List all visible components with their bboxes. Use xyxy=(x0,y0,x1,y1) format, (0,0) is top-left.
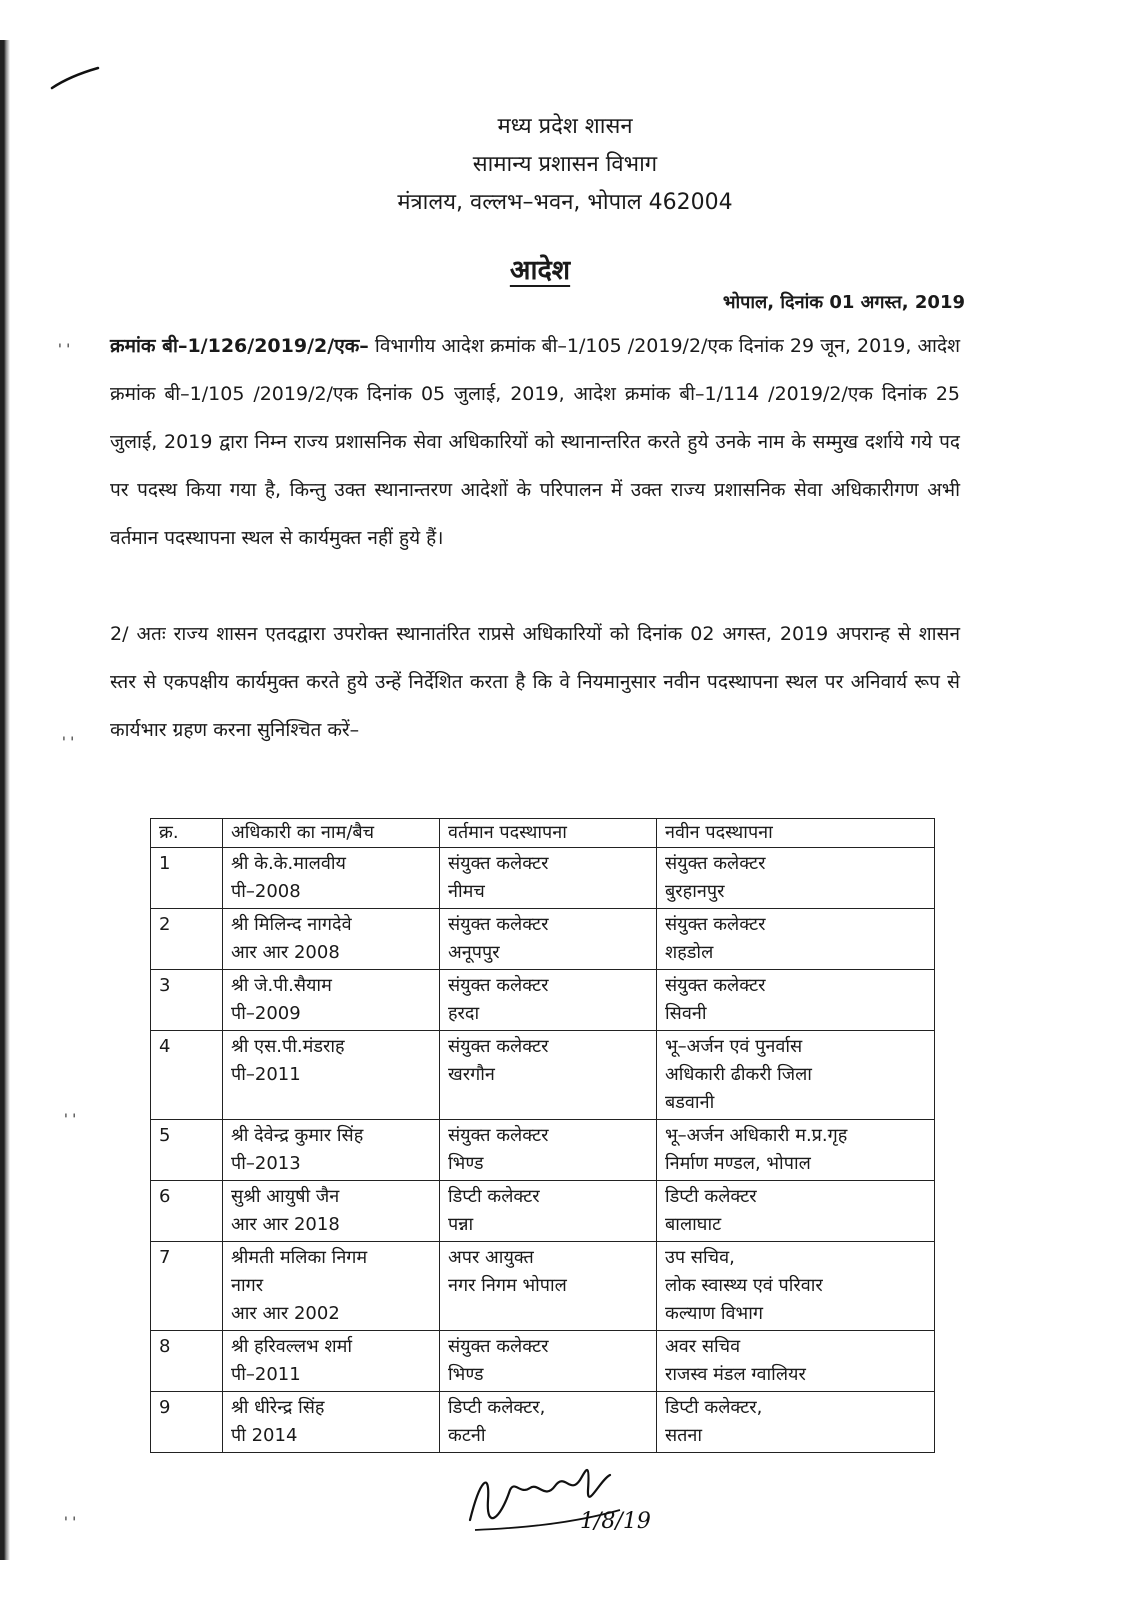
cell-officer-name-line: पी–2013 xyxy=(231,1153,301,1174)
cell-officer-name-line: आर आर 2002 xyxy=(231,1303,340,1324)
cell-current-posting xyxy=(440,1242,657,1331)
cell-current-posting-line: संयुक्त कलेक्टर xyxy=(448,1125,549,1146)
cell-officer-name-line: पी–2011 xyxy=(231,1064,301,1085)
cell-serial: 3 xyxy=(151,970,223,1031)
cell-current-posting-line: संयुक्त कलेक्टर xyxy=(448,1036,549,1057)
margin-dots: ' ' xyxy=(64,1112,77,1128)
cell-officer-name xyxy=(223,1120,440,1181)
cell-officer-name-line: श्री देवेन्द्र कुमार सिंह xyxy=(231,1125,364,1146)
cell-officer-name xyxy=(223,848,440,909)
cell-current-posting xyxy=(440,1331,657,1392)
order-reference: क्रमांक बी–1/126/2019/2/एक– xyxy=(110,335,369,357)
cell-serial: 6 xyxy=(151,1181,223,1242)
table-row xyxy=(151,970,935,1031)
table-row xyxy=(151,1120,935,1181)
margin-dots: ' ' xyxy=(58,342,71,358)
signature-image xyxy=(460,1450,660,1540)
letterhead-govt: मध्य प्रदेश शासन xyxy=(497,114,633,139)
transfer-table xyxy=(150,818,935,1453)
cell-current-posting-line: संयुक्त कलेक्टर xyxy=(448,914,549,935)
cell-current-posting-line: भिण्ड xyxy=(448,1364,484,1385)
cell-new-posting xyxy=(657,1120,935,1181)
cell-current-posting-line: डिप्टी कलेक्टर xyxy=(448,1186,540,1207)
table-row xyxy=(151,1181,935,1242)
cell-new-posting xyxy=(657,909,935,970)
cell-new-posting xyxy=(657,848,935,909)
cell-officer-name-line: श्री के.के.मालवीय xyxy=(231,853,346,874)
cell-new-posting-line: संयुक्त कलेक्टर xyxy=(665,914,766,935)
letterhead xyxy=(0,108,1130,222)
cell-current-posting xyxy=(440,1031,657,1120)
order-title-text: आदेश xyxy=(509,255,571,286)
cell-officer-name-line: श्रीमती मलिका निगम xyxy=(231,1247,368,1268)
order-date: भोपाल, दिनांक 01 अगस्त, 2019 xyxy=(722,292,965,313)
cell-officer-name xyxy=(223,970,440,1031)
cell-officer-name-line: श्री एस.पी.मंडराह xyxy=(231,1036,345,1057)
table-row xyxy=(151,1392,935,1453)
cell-new-posting-line: कल्याण विभाग xyxy=(665,1303,764,1324)
cell-new-posting-line: शहडोल xyxy=(665,942,714,963)
table-header-row xyxy=(151,819,935,848)
cell-officer-name-line: आर आर 2008 xyxy=(231,942,340,963)
cell-officer-name-line: श्री धीरेन्द्र सिंह xyxy=(231,1397,325,1418)
cell-serial: 8 xyxy=(151,1331,223,1392)
cell-serial: 9 xyxy=(151,1392,223,1453)
cell-serial: 1 xyxy=(151,848,223,909)
cell-officer-name-line: पी 2014 xyxy=(231,1425,298,1446)
signature-date: 1/8/19 xyxy=(580,1509,651,1534)
cell-current-posting-line: अपर आयुक्त xyxy=(448,1247,534,1268)
cell-new-posting-line: संयुक्त कलेक्टर xyxy=(665,853,766,874)
cell-current-posting-line: खरगौन xyxy=(448,1064,495,1085)
header-officer-name: अधिकारी का नाम/बैच xyxy=(223,819,440,848)
cell-officer-name xyxy=(223,1031,440,1120)
cell-current-posting-line: भिण्ड xyxy=(448,1153,484,1174)
order-title xyxy=(0,250,1080,287)
letterhead-address: मंत्रालय, वल्लभ–भवन, भोपाल 462004 xyxy=(397,190,733,215)
cell-new-posting-line: निर्माण मण्डल, भोपाल xyxy=(665,1153,811,1174)
cell-current-posting xyxy=(440,1120,657,1181)
cell-new-posting-line: अवर सचिव xyxy=(665,1336,741,1357)
cell-current-posting-line: नीमच xyxy=(448,881,485,902)
paragraph-1 xyxy=(110,322,960,562)
cell-current-posting-line: डिप्टी कलेक्टर, xyxy=(448,1397,546,1418)
cell-officer-name-line: सुश्री आयुषी जैन xyxy=(231,1186,340,1207)
cell-officer-name xyxy=(223,1392,440,1453)
cell-officer-name-line: श्री हरिवल्लभ शर्मा xyxy=(231,1336,353,1357)
cell-current-posting xyxy=(440,1392,657,1453)
cell-officer-name-line: आर आर 2018 xyxy=(231,1214,340,1235)
cell-new-posting xyxy=(657,1181,935,1242)
cell-new-posting xyxy=(657,1331,935,1392)
table-row xyxy=(151,1242,935,1331)
cell-new-posting xyxy=(657,970,935,1031)
table-row xyxy=(151,848,935,909)
cell-current-posting-line: कटनी xyxy=(448,1425,486,1446)
cell-current-posting xyxy=(440,909,657,970)
cell-serial: 2 xyxy=(151,909,223,970)
cell-new-posting xyxy=(657,1392,935,1453)
cell-current-posting-line: अनूपपुर xyxy=(448,942,500,963)
cell-new-posting-line: संयुक्त कलेक्टर xyxy=(665,975,766,996)
margin-dots: ' ' xyxy=(64,1515,77,1531)
cell-new-posting-line: बुरहानपुर xyxy=(665,881,725,902)
cell-serial: 4 xyxy=(151,1031,223,1120)
margin-dots: ' ' xyxy=(62,735,75,751)
cell-new-posting-line: डिप्टी कलेक्टर, xyxy=(665,1397,763,1418)
cell-new-posting-line: बडवानी xyxy=(665,1092,715,1113)
cell-new-posting-line: डिप्टी कलेक्टर xyxy=(665,1186,757,1207)
cell-new-posting-line: सिवनी xyxy=(665,1003,707,1024)
cell-new-posting-line: राजस्व मंडल ग्वालियर xyxy=(665,1364,806,1385)
corner-pen-mark xyxy=(50,62,100,92)
table-row xyxy=(151,1331,935,1392)
header-new-posting: नवीन पदस्थापना xyxy=(657,819,935,848)
cell-officer-name xyxy=(223,1242,440,1331)
cell-current-posting xyxy=(440,970,657,1031)
cell-new-posting xyxy=(657,1242,935,1331)
cell-officer-name xyxy=(223,909,440,970)
cell-new-posting-line: सतना xyxy=(665,1425,703,1446)
cell-serial: 5 xyxy=(151,1120,223,1181)
cell-officer-name xyxy=(223,1331,440,1392)
cell-current-posting-line: नगर निगम भोपाल xyxy=(448,1275,567,1296)
cell-current-posting xyxy=(440,848,657,909)
cell-current-posting-line: हरदा xyxy=(448,1003,480,1024)
cell-officer-name-line: नागर xyxy=(231,1275,264,1296)
cell-new-posting-line: लोक स्वास्थ्य एवं परिवार xyxy=(665,1275,823,1296)
cell-officer-name-line: श्री जे.पी.सैयाम xyxy=(231,975,332,996)
cell-current-posting xyxy=(440,1181,657,1242)
paragraph-2: 2/ अतः राज्य शासन एतदद्वारा उपरोक्त स्थानातंरित राप्रसे अधिकारियों को दिनांक 02 अगस्त, 2019 अपरान्ह से शासन स्तर से एकपक्षीय कार्यमुक्त करते हुये उन्हें निर्देशित करता है कि वे नियमानुसार नवीन पदस्थापना स्थल पर अनिवार्य रूप से कार्यभार ग्रहण करना सुनिश्चित करें– xyxy=(110,623,960,741)
cell-current-posting-line: पन्ना xyxy=(448,1214,474,1235)
cell-new-posting-line: बालाघाट xyxy=(665,1214,722,1235)
letterhead-department: सामान्य प्रशासन विभाग xyxy=(472,152,658,177)
cell-officer-name-line: पी–2009 xyxy=(231,1003,301,1024)
cell-officer-name-line: पी–2008 xyxy=(231,881,301,902)
header-serial: क्र. xyxy=(151,819,223,848)
paragraph-1-text: विभागीय आदेश क्रमांक बी–1/105 /2019/2/एक दिनांक 29 जून, 2019, आदेश क्रमांक बी–1/105 /2019/2/एक दिनांक 05 जुलाई, 2019, आदेश क्रमांक बी–1/114 /2019/2/एक दिनांक 25 जुलाई, 2019 द्वारा निम्न राज्य प्रशासनिक सेवा अधिकारियों को स्थानान्तरित करते हुये उनके नाम के सम्मुख दर्शाये गये पद पर पदस्थ किया गया है, किन्तु उक्त स्थानान्तरण आदेशों के परिपालन में उक्त राज्य प्रशासनिक सेवा अधिकारीगण अभी वर्तमान पदस्थापना स्थल से कार्यमुक्त नहीं हुये हैं। xyxy=(110,335,960,549)
cell-new-posting-line: भू–अर्जन एवं पुनर्वास xyxy=(665,1036,803,1057)
cell-new-posting-line: भू–अर्जन अधिकारी म.प्र.गृह xyxy=(665,1125,848,1146)
table-row xyxy=(151,909,935,970)
table-row xyxy=(151,1031,935,1120)
cell-current-posting-line: संयुक्त कलेक्टर xyxy=(448,1336,549,1357)
cell-officer-name-line: श्री मिलिन्द नागदेवे xyxy=(231,914,352,935)
cell-new-posting-line: अधिकारी ढीकरी जिला xyxy=(665,1064,812,1085)
header-current-posting: वर्तमान पदस्थापना xyxy=(440,819,657,848)
cell-officer-name-line: पी–2011 xyxy=(231,1364,301,1385)
cell-new-posting xyxy=(657,1031,935,1120)
cell-serial: 7 xyxy=(151,1242,223,1331)
cell-current-posting-line: संयुक्त कलेक्टर xyxy=(448,853,549,874)
cell-new-posting-line: उप सचिव, xyxy=(665,1247,735,1268)
cell-current-posting-line: संयुक्त कलेक्टर xyxy=(448,975,549,996)
cell-officer-name xyxy=(223,1181,440,1242)
